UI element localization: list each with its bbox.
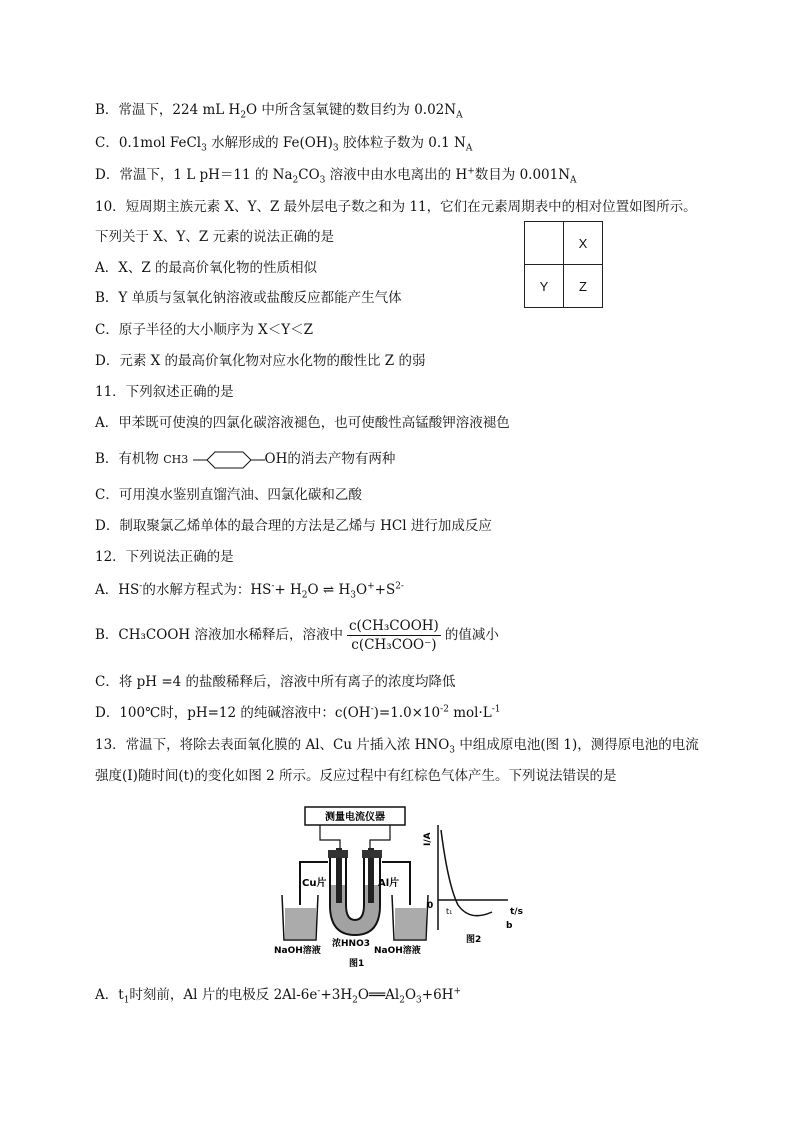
instrument-label: 测量电流仪器: [325, 812, 385, 823]
graph-origin-label: 0: [427, 901, 434, 911]
q12-option-a: A．HS-的水解方程式为：$HS^-+ H_2O$ ⇌ $H_3O^++S^{2-}$: [95, 581, 404, 601]
naoh-right-label: NaOH溶液: [374, 946, 421, 956]
q12-option-d: D．100℃时，pH=12 的纯碱溶液中：$c(OH^-)=1.0\times 10^{-2}$ $mol\cdot L^{-1}$: [95, 704, 501, 721]
table-cell-z: Z: [564, 265, 603, 308]
q10-option-b: B．Y 单质与氢氧化钠溶液或盐酸反应都能产生气体: [95, 290, 402, 306]
graph-x-label: t/s: [510, 907, 523, 917]
q12-option-c: C．将 pH =4 的盐酸稀释后，溶液中所有离子的浓度均降低: [95, 674, 456, 690]
beaker-left-liquid: [285, 908, 316, 939]
current-curve: [441, 830, 492, 916]
hno3-label: 浓HNO3: [332, 939, 370, 949]
graph-b-label: b: [506, 921, 513, 931]
beaker-right-liquid: [395, 908, 426, 939]
q10-option-d: D．元素 X 的最高价氧化物对应水化物的酸性比 Z 的弱: [95, 353, 426, 369]
q10-stem-line1: 10．短周期主族元素 X、Y、Z 最外层电子数之和为 11，它们在元素周期表中的相对位置如图所示。: [95, 199, 697, 215]
q9-option-b: B．常温下，224 mL $H_2O$ 中所含氢氧键的数目约为 $0.02N_A$: [95, 102, 463, 121]
q10-stem-line2: 下列关于 X、Y、Z 元素的说法正确的是: [95, 229, 334, 245]
concentration-ratio: $\frac{\text{c(CH₃COOH)}}{\text{c(CH₃COO⁻)}}$: [348, 618, 439, 653]
al-label: Al片: [378, 878, 400, 889]
graph-y-label: I/A: [423, 832, 433, 846]
q9-option-d: D．常温下，1 L pH＝11 的 $Na_2CO_3$ 溶液中由水电离出的 H+数目为 $0.001N_A$: [95, 166, 577, 186]
graph-t1-label: t₁: [446, 907, 453, 916]
u-tube-inner: [346, 855, 364, 920]
fig1-caption: 图1: [349, 959, 365, 969]
q13-stem-line1: 13．常温下，将除去表面氧化膜的 Al、Cu 片插入浓 $HNO_3$ 中组成原电池(图 1)，测得原电池的电流: [95, 737, 699, 756]
q11-option-c: C．可用溴水鉴别直馏汽油、四氯化碳和乙酸: [95, 487, 362, 503]
q11-option-b: B．有机物 CH3 OH的消去产物有两种: [95, 449, 395, 470]
cyclohexane-ring: [193, 450, 265, 470]
q13-figure: [270, 800, 530, 970]
q11-option-d: D．制取聚氯乙烯单体的最合理的方法是乙烯与 HCl 进行加成反应: [95, 518, 492, 534]
table-cell-x: X: [564, 222, 603, 265]
q9-option-c: C．0.1mol FeCl$_3$ 水解形成的 $Fe(OH)_3$ 胶体粒子数为 0.1 $N_A$: [95, 135, 473, 154]
oh-group: OH: [264, 451, 288, 467]
q13-option-a: A．$t_1$时刻前，Al 片的电极反 $2Al-6e^-+3H_2O══Al_2O_3+6H^+$: [95, 986, 462, 1006]
stopper-right: [362, 850, 382, 858]
cu-label: Cu片: [302, 878, 327, 889]
q12-option-b: B．CH₃COOH 溶液加水稀释后，溶液中 $\frac{\text{c(CH₃COOH)}}{\text{c(CH₃COO⁻)}}$ 的值减小: [95, 618, 499, 653]
table-cell-empty: [525, 222, 564, 265]
naoh-left-label: NaOH溶液: [274, 946, 321, 956]
periodic-table-fragment: [524, 221, 603, 308]
ch3-group: CH3: [163, 453, 189, 466]
q10-option-c: C．原子半径的大小顺序为 X＜Y＜Z: [95, 322, 314, 338]
table-cell-y: Y: [525, 265, 564, 308]
q13-stem-line2: 强度(I)随时间(t)的变化如图 2 所示。反应过程中有红棕色气体产生。下列说法错误的是: [95, 768, 617, 784]
q11-option-a: A．甲苯既可使溴的四氯化碳溶液褪色，也可使酸性高锰酸钾溶液褪色: [95, 415, 510, 431]
q10-option-a: A．X、Z 的最高价氧化物的性质相似: [95, 260, 318, 276]
fig2-caption: 图2: [466, 935, 482, 945]
stopper-left: [328, 850, 348, 858]
q12-stem: 12．下列说法正确的是: [95, 549, 234, 565]
q11-stem: 11．下列叙述正确的是: [95, 384, 234, 400]
